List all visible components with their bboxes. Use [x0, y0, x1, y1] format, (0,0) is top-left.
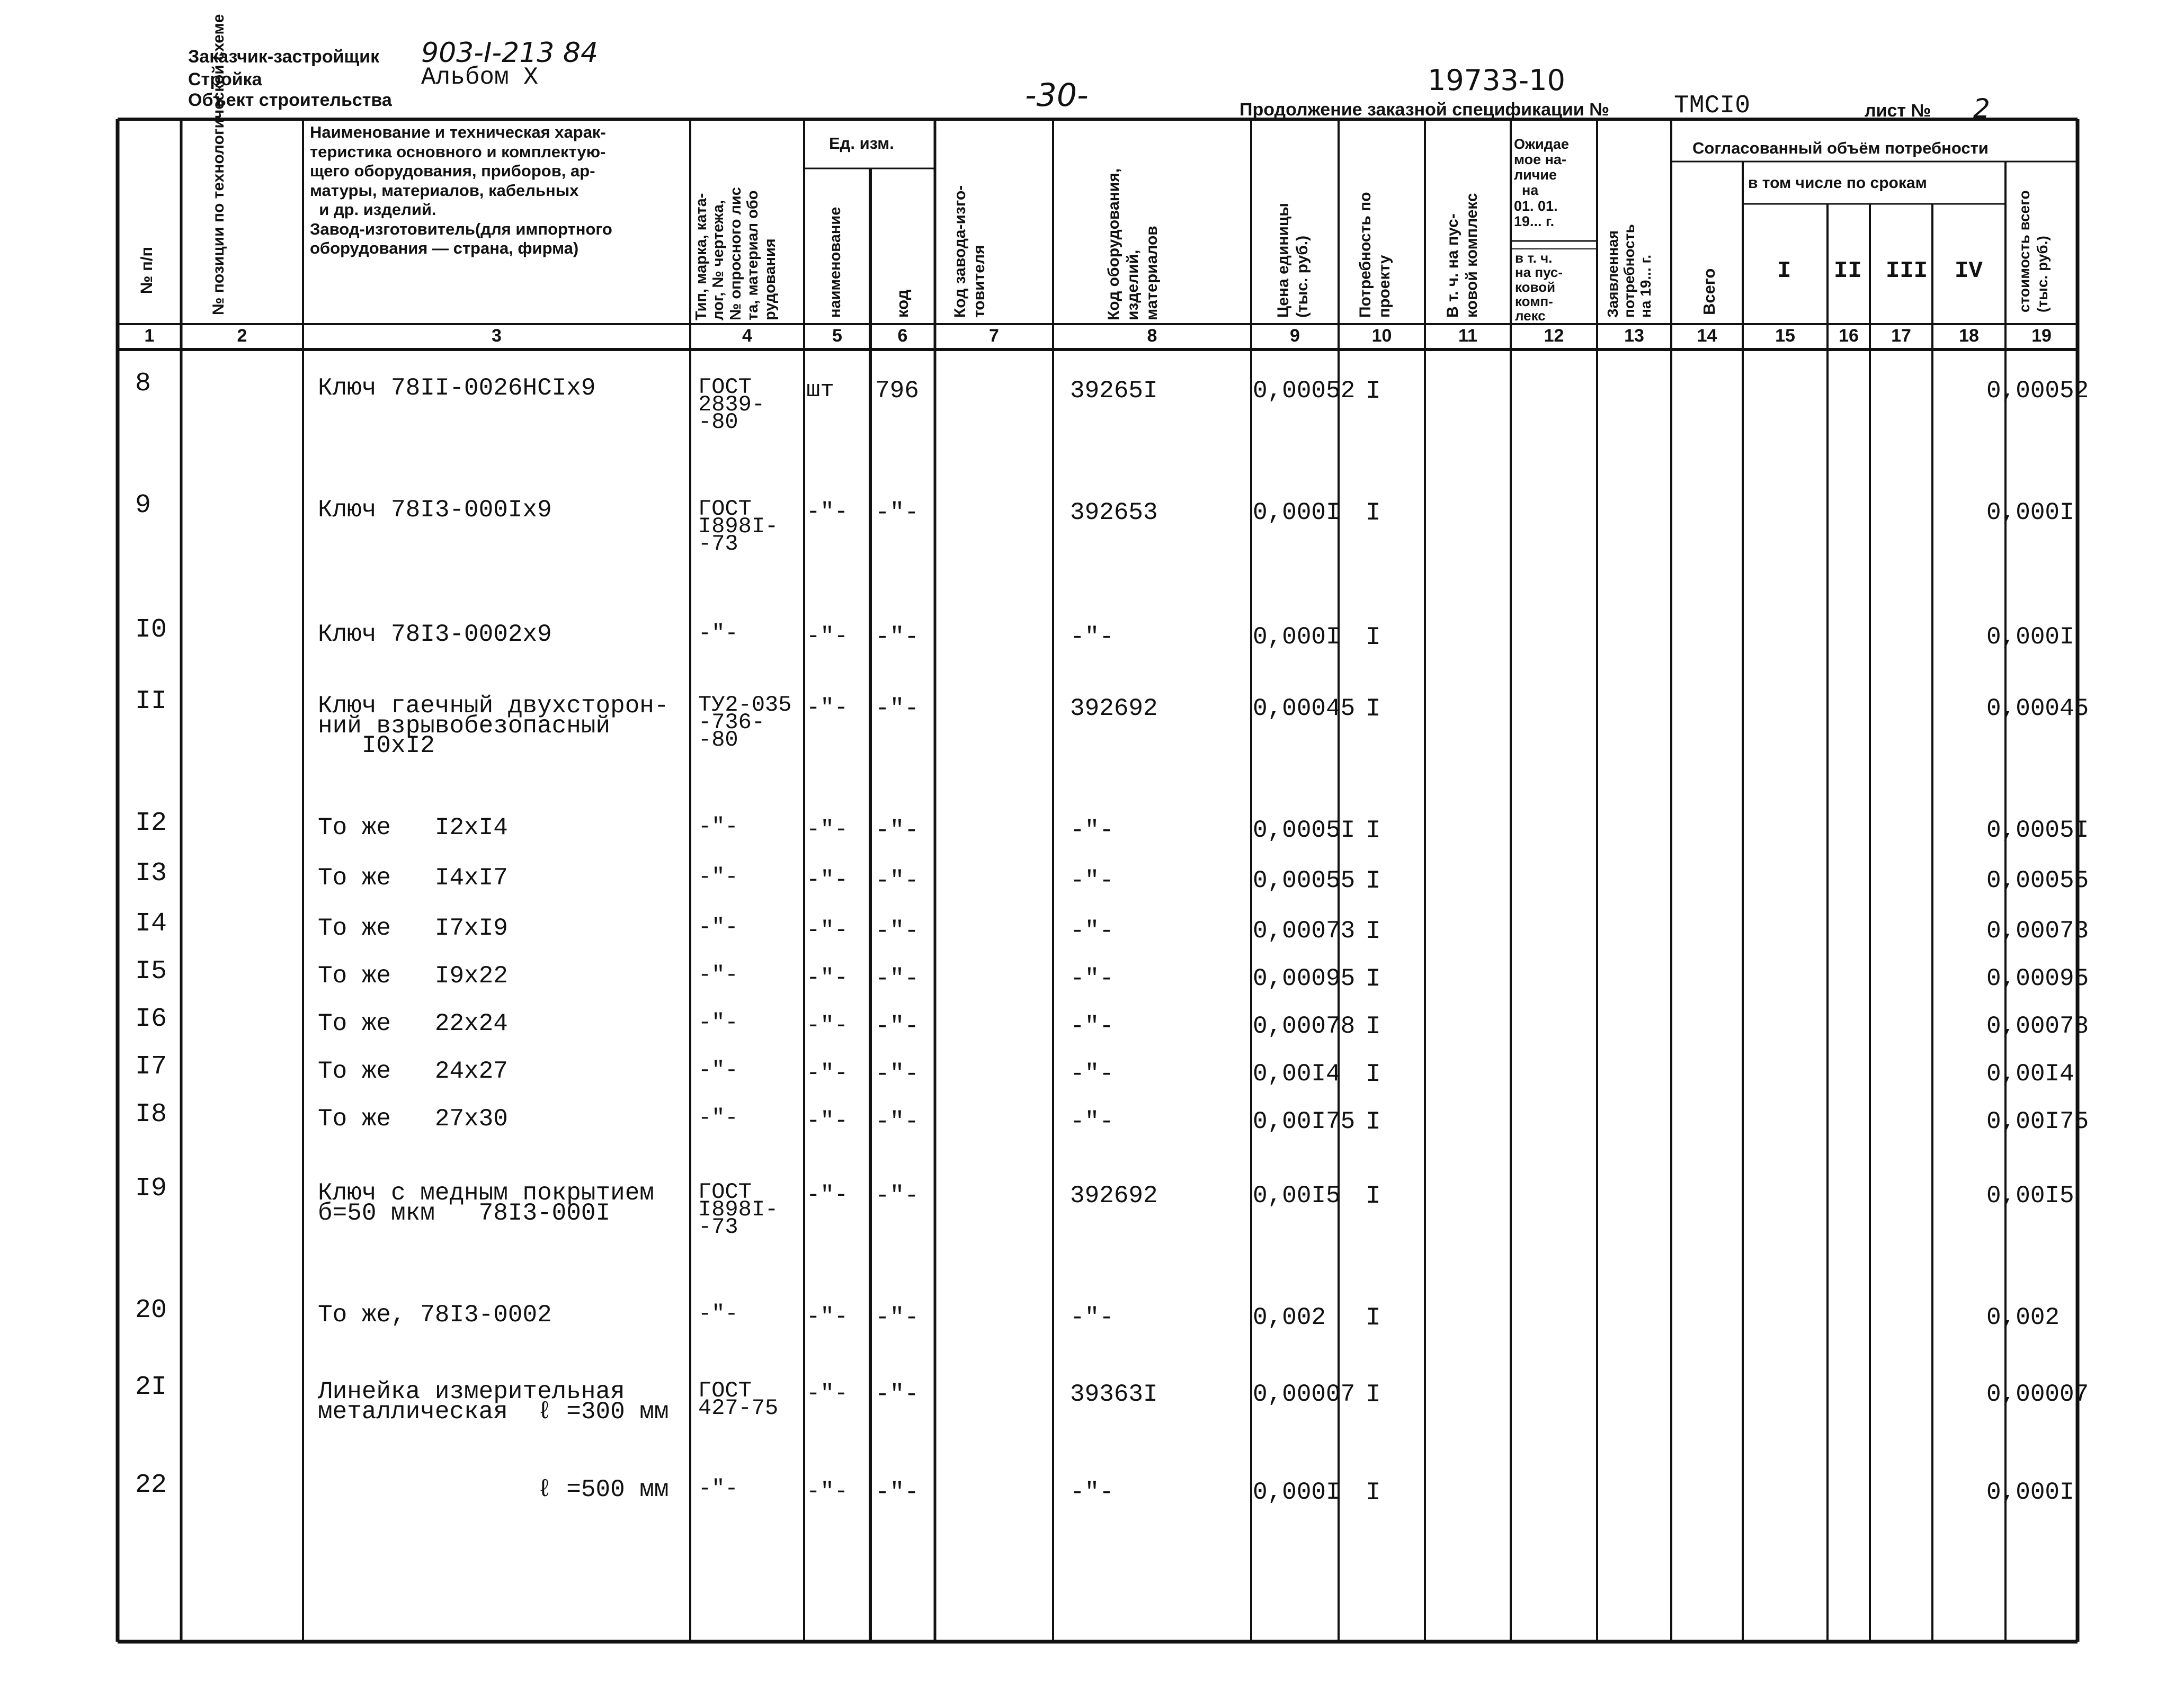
- quantity: I: [1366, 817, 1381, 845]
- col-number: 19: [2031, 326, 2052, 346]
- unit-price: 0,00078: [1253, 1013, 1356, 1040]
- item-name: Ключ 78I3-000Iх9: [318, 496, 552, 524]
- item-type: -"-: [698, 962, 738, 988]
- unit-code: 796: [875, 377, 919, 405]
- item-type: ГОСТ 427-75: [698, 1378, 779, 1421]
- item-type: -"-: [698, 1058, 738, 1083]
- col-number: 5: [832, 326, 842, 346]
- col-header-8: Код оборудования, изделий, материалов: [1105, 168, 1161, 320]
- sheet-label: лист №: [1865, 101, 1931, 121]
- total-cost: 0,00I4: [1986, 1060, 2074, 1088]
- unit-price: 0,0005I: [1253, 817, 1356, 844]
- item-type: ТУ2-035 -736- -80: [698, 692, 792, 753]
- unit-code: -"-: [875, 695, 919, 722]
- row-number: 9: [135, 490, 151, 521]
- spec-label: Продолжение заказной спецификации №: [1240, 100, 1610, 120]
- unit-name: -"-: [806, 1108, 849, 1134]
- unit-code: -"-: [875, 1060, 919, 1088]
- col-header-1: № п/п: [137, 246, 156, 294]
- item-code: 392653: [1070, 499, 1158, 526]
- col-header-6: код: [893, 289, 912, 318]
- total-cost: 0,00I5: [1986, 1182, 2074, 1210]
- unit-code: -"-: [875, 1304, 919, 1331]
- unit-price: 0,000I: [1253, 1479, 1341, 1506]
- col-header-17: III: [1886, 258, 1928, 284]
- col-number: 1: [144, 326, 155, 346]
- item-code: 392692: [1070, 1182, 1158, 1210]
- row-number: I7: [135, 1052, 167, 1082]
- col-number: 18: [1959, 326, 1979, 346]
- row-number: I8: [135, 1099, 167, 1130]
- customer-label: Заказчик-застройщик: [188, 47, 380, 67]
- total-cost: 0,00073: [1986, 917, 2089, 945]
- unit-name: шт: [806, 377, 834, 404]
- total-cost: 0,00045: [1986, 695, 2089, 722]
- col-number: 4: [742, 326, 752, 346]
- unit-price: 0,00I75: [1253, 1108, 1356, 1135]
- unit-name: -"-: [806, 965, 849, 991]
- item-type: ГОСТ I898I- -73: [698, 1179, 779, 1240]
- total-cost: 0,00007: [1986, 1381, 2089, 1408]
- row-number: II: [135, 686, 167, 717]
- item-name: То же, 78I3-0002: [318, 1301, 552, 1329]
- unit-name: -"-: [806, 1060, 849, 1087]
- col-number: 13: [1624, 326, 1644, 346]
- unit-name: -"-: [806, 917, 849, 944]
- quantity: I: [1366, 917, 1381, 946]
- row-number: 8: [135, 369, 151, 399]
- unit-code: -"-: [875, 623, 919, 651]
- row-number: I0: [135, 615, 167, 645]
- item-name: То же 24х27: [318, 1058, 508, 1085]
- unit-price: 0,002: [1253, 1304, 1326, 1331]
- total-cost: 0,000I: [1986, 1479, 2074, 1506]
- col-number: 7: [989, 326, 999, 346]
- unit-code: -"-: [875, 1013, 919, 1040]
- col-header-5: наименование: [827, 207, 844, 318]
- unit-code: -"-: [875, 1182, 919, 1210]
- total-cost: 0,002: [1986, 1304, 2060, 1331]
- col-header-16: II: [1834, 258, 1862, 284]
- quantity: I: [1366, 377, 1381, 406]
- unit-group-header: Ед. изм.: [829, 134, 894, 153]
- col-number: 8: [1147, 326, 1157, 346]
- row-number: I9: [135, 1174, 167, 1204]
- quantity: I: [1366, 1381, 1381, 1409]
- col-number: 12: [1544, 326, 1564, 346]
- col-header-2: № позиции по технологической схеме: [210, 14, 227, 315]
- item-name: Ключ 78II-0026НСIх9: [318, 374, 596, 402]
- item-type: ГОСТ I898I- -73: [698, 496, 779, 557]
- col-number: 6: [897, 326, 908, 346]
- page-number: -30-: [1025, 77, 1089, 114]
- item-code: -"-: [1070, 817, 1114, 844]
- col-number: 2: [237, 326, 247, 346]
- quantity: I: [1366, 1182, 1381, 1211]
- quantity: I: [1366, 623, 1381, 652]
- item-name: Ключ 78I3-0002х9: [318, 621, 552, 648]
- total-cost: 0,00I75: [1986, 1108, 2089, 1135]
- quantity: I: [1366, 1304, 1381, 1332]
- item-type: -"-: [698, 1301, 738, 1327]
- customer-value: 903-I-213 84: [421, 37, 599, 69]
- item-code: 39363I: [1070, 1381, 1158, 1408]
- unit-price: 0,000I: [1253, 499, 1341, 526]
- quantity: I: [1366, 1108, 1381, 1136]
- total-cost: 0,0005I: [1986, 817, 2089, 844]
- unit-price: 0,00I5: [1253, 1182, 1341, 1210]
- col-header-4: Тип, марка, ката- лог, № чертежа, № опросного лис та, материал обо рудования: [693, 187, 779, 320]
- row-number: I6: [135, 1004, 167, 1034]
- total-cost: 0,00095: [1986, 965, 2089, 992]
- item-name: Ключ с медным покрытием б=50 мкм 78I3-000I: [318, 1179, 654, 1227]
- col-header-10: Потребность по проекту: [1357, 192, 1393, 318]
- unit-code: -"-: [875, 1479, 919, 1506]
- col-number: 17: [1891, 326, 1911, 346]
- item-type: ГОСТ 2839- -80: [698, 374, 765, 435]
- item-code: -"-: [1070, 1013, 1114, 1040]
- item-name: То же I9х22: [318, 962, 508, 990]
- unit-name: -"-: [806, 1381, 849, 1407]
- unit-price: 0,00045: [1253, 695, 1356, 722]
- col-header-7: Код завода-изго- товителя: [951, 185, 988, 318]
- col-number: 15: [1775, 326, 1795, 346]
- unit-code: -"-: [875, 499, 919, 526]
- item-code: -"-: [1070, 1108, 1114, 1135]
- row-number: 20: [135, 1295, 167, 1326]
- item-name: То же 22х24: [318, 1010, 508, 1037]
- unit-name: -"-: [806, 817, 849, 843]
- col-number: 3: [492, 326, 502, 346]
- unit-name: -"-: [806, 1182, 849, 1208]
- unit-name: -"-: [806, 499, 849, 525]
- item-type: -"-: [698, 1476, 738, 1501]
- item-code: -"-: [1070, 1060, 1114, 1088]
- item-name: То же 27х30: [318, 1105, 508, 1133]
- site-value: Альбом X: [421, 64, 538, 91]
- item-type: -"-: [698, 1010, 738, 1035]
- col-header-11: В т. ч. на пус- ковой комплекс: [1444, 193, 1481, 318]
- quantity: I: [1366, 499, 1381, 527]
- item-type: -"-: [698, 1105, 738, 1131]
- row-number: I2: [135, 808, 167, 838]
- unit-name: -"-: [806, 695, 849, 721]
- unit-price: 0,00052: [1253, 377, 1356, 405]
- item-code: -"-: [1070, 917, 1114, 945]
- unit-name: -"-: [806, 1304, 849, 1330]
- col-number: 10: [1371, 326, 1392, 346]
- unit-name: -"-: [806, 623, 849, 650]
- item-code: -"-: [1070, 1304, 1114, 1331]
- unit-code: -"-: [875, 817, 919, 844]
- unit-price: 0,00095: [1253, 965, 1356, 992]
- terms-group-header: в том числе по срокам: [1748, 174, 1927, 192]
- unit-name: -"-: [806, 1013, 849, 1039]
- item-type: -"-: [698, 621, 738, 646]
- unit-code: -"-: [875, 1381, 919, 1408]
- item-code: 39265I: [1070, 377, 1158, 405]
- col-header-14: Всего: [1700, 268, 1718, 315]
- item-name: ℓ =500 мм: [318, 1476, 669, 1503]
- unit-name: -"-: [806, 867, 849, 893]
- col-number: 11: [1458, 326, 1477, 346]
- col-number: 9: [1290, 326, 1300, 346]
- total-cost: 0,00078: [1986, 1013, 2089, 1040]
- quantity: I: [1366, 1479, 1381, 1507]
- total-cost: 0,000I: [1986, 623, 2074, 651]
- total-cost: 0,00052: [1986, 377, 2089, 405]
- col-header-15: I: [1777, 258, 1791, 284]
- unit-price: 0,00055: [1253, 867, 1356, 894]
- item-name: То же I2хI4: [318, 814, 508, 842]
- item-name: Линейка измерительная металлическая ℓ =300 мм: [318, 1378, 669, 1426]
- object-label: Объект строительства: [188, 90, 392, 110]
- item-name: То же I4хI7: [318, 864, 508, 892]
- col-header-3: Наименование и техническая харак- теристика основного и комплектую- щего оборудования, приборов, ар- матуры, материалов, кабельных и др. изделий. Завод-изготовитель(для импортного оборудования — страна, фирма): [310, 123, 612, 258]
- unit-code: -"-: [875, 867, 919, 894]
- col-header-19: стоимость всего (тыс. руб.): [2016, 190, 2051, 312]
- item-code: -"-: [1070, 1479, 1114, 1506]
- col-header-12-top: Ожидае мое на- личие на 01. 01. 19... г.: [1514, 136, 1569, 229]
- agreed-group-header: Согласованный объём потребности: [1692, 139, 1989, 157]
- item-type: -"-: [698, 915, 738, 940]
- total-cost: 0,000I: [1986, 499, 2074, 526]
- item-code: 392692: [1070, 695, 1158, 722]
- doc-number: 19733-10: [1428, 64, 1565, 97]
- quantity: I: [1366, 1013, 1381, 1041]
- item-name: Ключ гаечный двухсторон- ний взрывобезопасный I0хI2: [318, 692, 669, 760]
- item-code: -"-: [1070, 867, 1114, 894]
- item-code: -"-: [1070, 623, 1114, 651]
- item-name: То же I7хI9: [318, 915, 508, 942]
- row-number: 22: [135, 1470, 167, 1500]
- row-number: I5: [135, 956, 167, 987]
- row-number: I3: [135, 858, 167, 889]
- unit-name: -"-: [806, 1479, 849, 1505]
- item-type: -"-: [698, 814, 738, 839]
- unit-code: -"-: [875, 965, 919, 992]
- total-cost: 0,00055: [1986, 867, 2089, 894]
- item-type: -"-: [698, 864, 738, 890]
- quantity: I: [1366, 695, 1381, 723]
- col-header-18: IV: [1955, 258, 1983, 284]
- quantity: I: [1366, 867, 1381, 896]
- unit-price: 0,00073: [1253, 917, 1356, 945]
- col-number: 14: [1697, 326, 1717, 346]
- unit-price: 0,00I4: [1253, 1060, 1341, 1088]
- unit-code: -"-: [875, 1108, 919, 1135]
- unit-price: 0,00007: [1253, 1381, 1356, 1408]
- quantity: I: [1366, 965, 1381, 993]
- sheet-value: 2: [1973, 93, 1990, 124]
- col-header-12-bottom: в т. ч. на пус- ковой комп- лекс: [1515, 250, 1563, 324]
- unit-code: -"-: [875, 917, 919, 945]
- col-header-9: Цена единицы (тыс. руб.): [1274, 203, 1311, 318]
- col-header-13: Заявленная потребность на 19... г.: [1604, 224, 1654, 318]
- row-number: 2I: [135, 1372, 167, 1402]
- unit-price: 0,000I: [1253, 623, 1341, 651]
- spec-value: ТМСI0: [1674, 92, 1751, 120]
- col-number: 16: [1839, 326, 1859, 346]
- quantity: I: [1366, 1060, 1381, 1089]
- item-code: -"-: [1070, 965, 1114, 992]
- site-label: Стройка: [188, 69, 262, 89]
- row-number: I4: [135, 909, 167, 939]
